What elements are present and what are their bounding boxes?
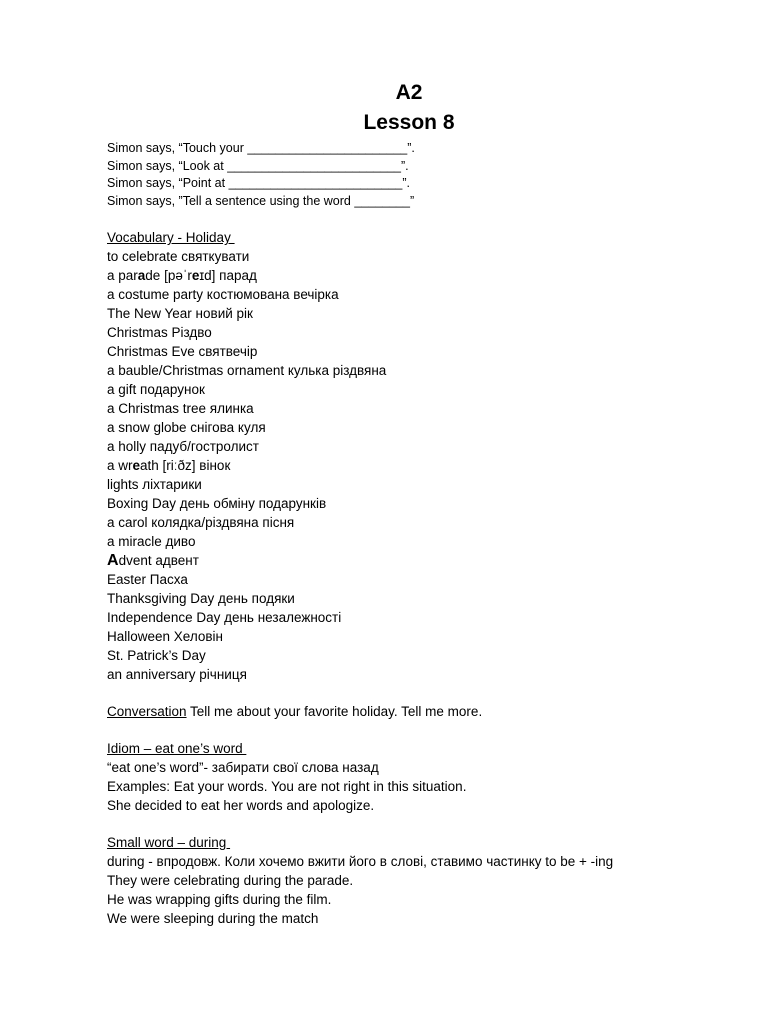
vocab-item: Advent адвент xyxy=(107,552,199,569)
vocab-item: Boxing Day день обміну подарунків xyxy=(107,496,327,511)
vocab-item: St. Patrick’s Day xyxy=(107,648,206,663)
small-word-line: They were celebrating during the parade. xyxy=(107,873,354,888)
vocabulary-list xyxy=(107,247,727,684)
vocab-item: The New Year новий рік xyxy=(107,306,253,321)
small-word-line: during - впродовж. Коли хочемо вжити його в слові, ставимо частинку to be + -ing xyxy=(107,854,614,869)
idiom-line: She decided to eat her words and apologize. xyxy=(107,798,375,813)
vocab-item: a carol колядка/різдвяна пісня xyxy=(107,515,295,530)
vocab-item: Easter Пасха xyxy=(107,572,188,587)
vocab-item: a costume party костюмована вечірка xyxy=(107,287,339,302)
conversation-heading: Conversation xyxy=(107,704,187,719)
simon-says-line: Simon says, “Point at _________________________”. xyxy=(107,176,411,190)
vocab-item: a gift подарунок xyxy=(107,382,205,397)
doc-level-title: A2 xyxy=(395,81,423,104)
vocab-item: a parade [pəˈreɪd] парад xyxy=(107,268,257,283)
document-page xyxy=(107,78,727,928)
vocab-item: a holly падуб/гостролист xyxy=(107,439,259,454)
simon-says-line: Simon says, “Touch your _______________________”. xyxy=(107,141,415,155)
simon-says-block xyxy=(107,140,727,210)
vocab-item: an anniversary річниця xyxy=(107,667,247,682)
small-word-line: He was wrapping gifts during the film. xyxy=(107,892,332,907)
vocab-item: a snow globe снігова куля xyxy=(107,420,266,435)
vocab-item: Halloween Хеловін xyxy=(107,629,224,644)
vocab-item: a bauble/Christmas ornament кулька різдвяна xyxy=(107,363,387,378)
vocab-item: a wreath [riːðz] вінок xyxy=(107,458,231,473)
vocab-item: lights ліхтарики xyxy=(107,477,202,492)
small-word-line: We were sleeping during the match xyxy=(107,911,319,926)
vocab-item: Independence Day день незалежності xyxy=(107,610,342,625)
vocab-item: a miracle диво xyxy=(107,534,196,549)
vocabulary-heading: Vocabulary - Holiday xyxy=(107,230,235,245)
idiom-heading: Idiom – eat one’s word xyxy=(107,741,247,756)
vocab-item: Christmas Різдво xyxy=(107,325,212,340)
small-word-heading: Small word – during xyxy=(107,835,231,850)
vocab-item: a Christmas tree ялинка xyxy=(107,401,254,416)
vocab-item: Thanksgiving Day день подяки xyxy=(107,591,295,606)
lesson-title: Lesson 8 xyxy=(363,111,455,134)
conversation-line xyxy=(107,702,727,721)
vocab-item: to celebrate святкувати xyxy=(107,249,250,264)
conversation-text: Tell me about your favorite holiday. Tell me more. xyxy=(186,704,483,719)
simon-says-line: Simon says, ”Tell a sentence using the word ________” xyxy=(107,193,415,208)
vocab-item: Christmas Eve святвечір xyxy=(107,344,258,359)
idiom-line: Examples: Eat your words. You are not right in this situation. xyxy=(107,779,467,794)
simon-says-line: Simon says, “Look at _________________________”. xyxy=(107,158,409,173)
idiom-line: “eat one’s word”- забирати свої слова назад xyxy=(107,760,379,775)
